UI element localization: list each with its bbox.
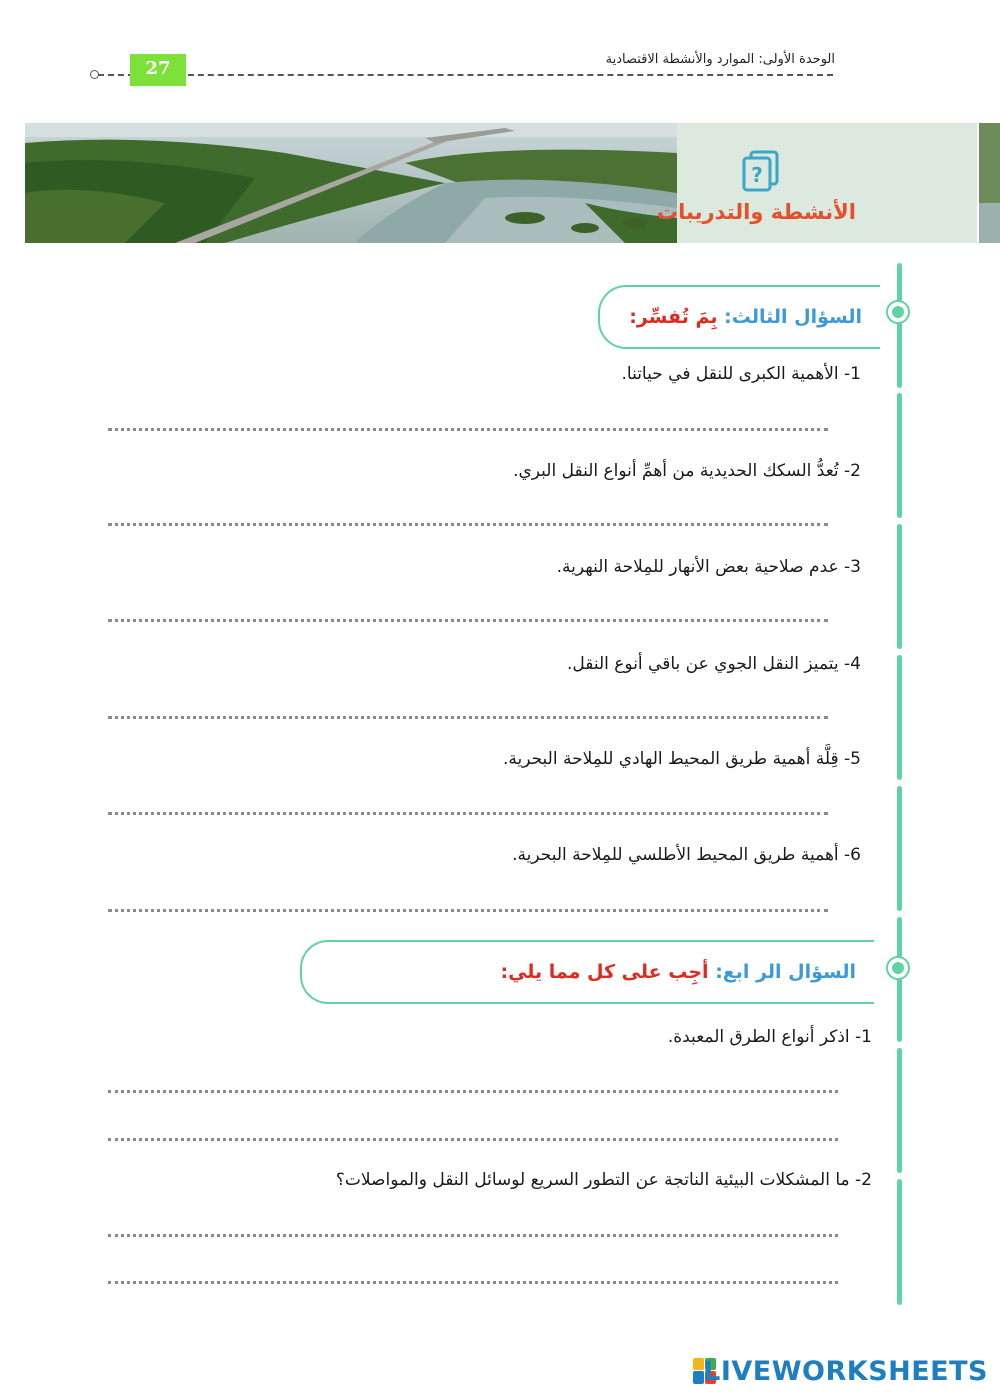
timeline-segment xyxy=(897,1048,902,1173)
question-book-icon xyxy=(741,150,781,192)
question-3-header xyxy=(598,285,880,349)
header-dot xyxy=(90,70,99,79)
question-3-label: السؤال الثالث: xyxy=(724,306,862,328)
liveworksheets-logo[interactable]: LIVEWORKSHEETS xyxy=(703,1356,988,1387)
timeline-segment xyxy=(897,786,902,911)
timeline-segment xyxy=(897,1179,902,1305)
answer-line-q3-6[interactable] xyxy=(108,909,828,912)
banner-title-panel xyxy=(677,123,977,243)
question-4-header xyxy=(300,940,874,1004)
q3-item-6: 6- أهمية طريق المحيط الأطلسي للمِلاحة البحرية. xyxy=(512,845,861,865)
timeline-node-q3 xyxy=(886,300,910,324)
answer-line-q4-1a[interactable] xyxy=(108,1090,838,1093)
q3-item-5: 5- قِلَّة أهمية طريق المحيط الهادي للمِلاحة البحرية. xyxy=(502,749,861,769)
answer-line-q3-3[interactable] xyxy=(108,619,828,622)
answer-line-q4-2a[interactable] xyxy=(108,1234,838,1237)
question-4-label: السؤال الر ابع: xyxy=(715,961,856,983)
q3-item-3: 3- عدم صلاحية بعض الأنهار للمِلاحة النهرية. xyxy=(556,557,861,577)
activities-title: الأنشطة والتدريبات xyxy=(657,200,856,224)
q3-item-4: 4- يتميز النقل الجوي عن باقي أنوع النقل. xyxy=(566,654,861,674)
q4-item-1: 1- اذكر أنواع الطرق المعبدة. xyxy=(667,1027,872,1047)
header-divider xyxy=(98,74,833,76)
answer-line-q4-2b[interactable] xyxy=(108,1281,838,1284)
q3-item-1: 1- الأهمية الكبرى للنقل في حياتنا. xyxy=(621,364,861,384)
q3-item-2: 2- تُعدُّ السكك الحديدية من أهمِّ أنواع النقل البري. xyxy=(513,461,861,481)
answer-line-q3-2[interactable] xyxy=(108,523,828,526)
timeline-segment xyxy=(897,524,902,649)
q4-item-2: 2- ما المشكلات البيئية الناتجة عن التطور السريع لوسائل النقل والمواصلات؟ xyxy=(335,1170,872,1190)
timeline-segment xyxy=(897,263,902,388)
svg-text:?: ? xyxy=(751,163,763,187)
timeline-segment xyxy=(897,393,902,518)
page-number: 27 xyxy=(130,54,186,86)
question-4-prompt: أجِب على كل مما يلي: xyxy=(500,961,709,983)
answer-line-q4-1b[interactable] xyxy=(108,1138,838,1141)
answer-line-q3-5[interactable] xyxy=(108,812,828,815)
timeline-segment xyxy=(897,655,902,780)
unit-title: الوحدة الأولى: الموارد والأنشطة الاقتصادية xyxy=(605,52,835,67)
question-3-prompt: بِمَ تُفسِّر: xyxy=(629,306,718,328)
mangrove-photo-illustration xyxy=(25,123,677,243)
mangrove-photo xyxy=(25,123,677,243)
photo-edge-strip xyxy=(979,123,1000,243)
answer-line-q3-4[interactable] xyxy=(108,716,828,719)
timeline-node-q4 xyxy=(886,956,910,980)
answer-line-q3-1[interactable] xyxy=(108,428,828,431)
